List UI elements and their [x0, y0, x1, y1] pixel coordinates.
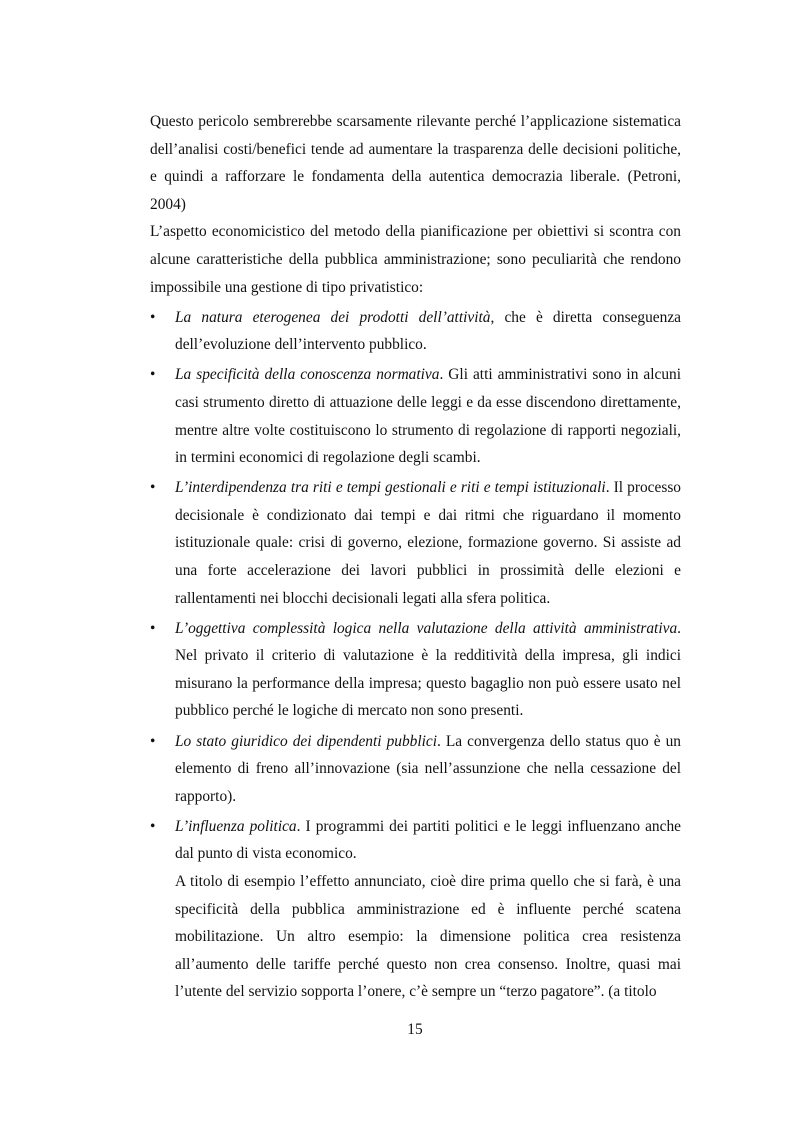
list-item: [150, 304, 681, 359]
paragraph-intro: L’aspetto economicistico del metodo della pianificazione per obiettivi si scontra con alcune caratteristiche della pubblica amministrazione; sono peculiarità che rendono impossibile una gestione di tipo privatistico:: [150, 223, 681, 296]
list-item-title: Lo stato giuridico dei dipendenti pubblici: [175, 732, 438, 750]
page-number: 15: [407, 1021, 423, 1038]
list-item: [150, 361, 681, 471]
peculiarities-list: [150, 304, 681, 1006]
list-item-text: . I programmi dei partiti politici e le leggi influenzano anche dal punto di vista economico.: [175, 817, 681, 863]
list-item-text: . Nel privato il criterio di valutazione è la redditività della impresa, gli indici misurano la performance della impresa; questo bagaglio non può essere usato nel pubblico perché le logiche di mercato non sono presenti.: [175, 619, 681, 720]
list-item: [150, 728, 681, 811]
list-item-text: . Il processo decisionale è condizionato dai tempi e dai ritmi che riguardano il momento istituzionale quale: crisi di governo, elezione, formazione governo. Si assiste ad una forte accelerazione dei lavori pubblici in prossimità delle elezioni e rallentamenti nei blocchi decisionali legati alla sfera politica.: [175, 479, 682, 607]
page-body: [150, 108, 681, 1006]
paragraph-petroni: Questo pericolo sembrerebbe scarsamente rilevante perché l’applicazione sistematica dell’analisi costi/benefici tende ad aumentare la trasparenza delle decisioni politiche, e quindi a rafforzare le fondamenta della autentica democrazia liberale. (Petroni, 2004): [150, 113, 681, 213]
list-item-text: . La convergenza dello status quo è un elemento di freno all’innovazione (sia nell’assunzione che nella cessazione del rapporto).: [175, 732, 681, 805]
list-item-title: L’interdipendenza tra riti e tempi gestionali e riti e tempi istituzionali: [175, 479, 606, 497]
list-item: [150, 474, 681, 612]
list-item-title: La specificità della conoscenza normativa: [175, 366, 440, 384]
list-item-title: L’oggettiva complessità logica nella valutazione della attività amministrativa: [175, 619, 678, 637]
list-item-title: L’influenza politica: [175, 817, 297, 835]
list-item: [150, 615, 681, 725]
list-item-text: . Gli atti amministrativi sono in alcuni casi strumento diretto di attuazione delle leggi e da esse discendono direttamente, mentre altre volte costituiscono lo strumento di regolazione di rapporti negoziali, in termini economici di regolazione degli scambi.: [175, 366, 681, 467]
list-item: [150, 813, 681, 1006]
list-item-continuation: A titolo di esempio l’effetto annunciato, cioè dire prima quello che si farà, è una specificità della pubblica amministrazione ed è influente perché scatena mobilitazione. Un altro esempio: la dimensione politica crea resistenza all’aumento delle tariffe perché questo non crea consenso. Inoltre, quasi mai l’utente del servizio sopporta l’onere, c’è sempre un “terzo pagatore”. (a titolo: [175, 873, 681, 1001]
list-item-title: La natura eterogenea dei prodotti dell’attività: [175, 308, 491, 326]
list-item-text: , che è diretta conseguenza dell’evoluzione dell’intervento pubblico.: [175, 308, 681, 354]
